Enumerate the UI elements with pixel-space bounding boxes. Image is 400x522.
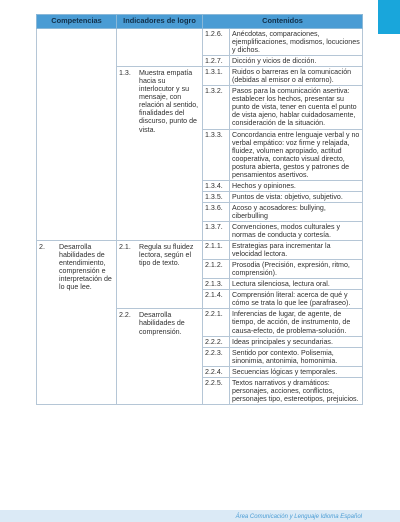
table-row xyxy=(37,29,363,56)
indicador-cell-empty xyxy=(117,29,203,67)
competencia-cell-empty xyxy=(37,29,117,241)
indicador-num: 1.3. xyxy=(119,69,131,78)
contenido-num: 2.1.4. xyxy=(203,290,230,309)
indicador-label: Muestra empatía hacia su interlocutor y su mensaje, con relación al sentido, finalidades del discurso, punto de vista. xyxy=(139,69,199,134)
competencia-cell xyxy=(37,241,117,405)
contenido-num: 1.3.3. xyxy=(203,129,230,180)
contenido-num: 1.3.2. xyxy=(203,86,230,129)
competencia-label: Desarrolla habilidades de entendimiento, comprensión e interpretación de lo que lee. xyxy=(59,243,112,292)
contenido-num: 1.3.7. xyxy=(203,221,230,240)
contenido-num: 2.2.2. xyxy=(203,336,230,347)
contenido-text: Lectura silenciosa, lectura oral. xyxy=(230,279,363,290)
contenido-num: 1.3.1. xyxy=(203,67,230,86)
contenido-num: 2.1.1. xyxy=(203,241,230,260)
indicador-label: Desarrolla habilidades de comprensión. xyxy=(139,311,185,336)
contenido-num: 1.3.6. xyxy=(203,202,230,221)
contenido-text: Anécdotas, comparaciones, ejemplificaciones, modismos, locuciones y dichos. xyxy=(230,29,363,56)
contenido-text: Concordancia entre lenguaje verbal y no verbal empático: voz firme y relajada, fluidez, volumen apropiado, actitud cooperativa, contacto visual directo, postura abierta, gestos y patrones de pensamientos asertivos. xyxy=(230,129,363,180)
page-tab-marker xyxy=(378,0,400,34)
contenido-num: 2.2.3. xyxy=(203,347,230,366)
contenido-num: 1.2.6. xyxy=(203,29,230,56)
contenido-num: 1.3.4. xyxy=(203,180,230,191)
indicador-cell xyxy=(117,309,203,404)
contenido-text: Comprensión literal: acerca de qué y cómo se trata lo que lee (parafraseo). xyxy=(230,290,363,309)
contenido-num: 1.3.5. xyxy=(203,191,230,202)
competencia-num: 2. xyxy=(39,243,45,252)
table-row xyxy=(37,241,363,260)
contenido-text: Hechos y opiniones. xyxy=(230,180,363,191)
indicador-cell xyxy=(117,241,203,309)
contenido-text: Convenciones, modos culturales y normas de conducta y cortesía. xyxy=(230,221,363,240)
contenido-num: 2.1.3. xyxy=(203,279,230,290)
indicador-num: 2.1. xyxy=(119,243,131,252)
contenido-num: 2.2.1. xyxy=(203,309,230,336)
contenido-text: Secuencias lógicas y temporales. xyxy=(230,366,363,377)
contenido-num: 2.2.5. xyxy=(203,377,230,404)
contenido-text: Puntos de vista: objetivo, subjetivo. xyxy=(230,191,363,202)
curriculum-table xyxy=(36,14,363,405)
indicador-label: Regula su fluidez lectora, según el tipo de texto. xyxy=(139,243,194,268)
contenido-num: 1.2.7. xyxy=(203,56,230,67)
contenido-text: Acoso y acosadores: bullying, ciberbulling xyxy=(230,202,363,221)
indicador-cell xyxy=(117,67,203,241)
contenido-text: Sentido por contexto. Polisemia, sinonimia, antonimia, homonimia. xyxy=(230,347,363,366)
contenido-text: Estrategias para incrementar la velocidad lectora. xyxy=(230,241,363,260)
contenido-text: Pasos para la comunicación asertiva: establecer los hechos, presentar su punto de vista, tener en cuenta el punto de vista ajeno, hablar cuidadosamente, consideración de la situación. xyxy=(230,86,363,129)
contenido-text: Dicción y vicios de dicción. xyxy=(230,56,363,67)
contenido-text: Prosodia (Precisión, expresión, ritmo, comprensión). xyxy=(230,260,363,279)
header-indicadores: Indicadores de logro xyxy=(117,15,203,29)
contenido-num: 2.2.4. xyxy=(203,366,230,377)
contenido-num: 2.1.2. xyxy=(203,260,230,279)
contenido-text: Ruidos o barreras en la comunicación (debidas al emisor o al entorno). xyxy=(230,67,363,86)
header-competencias: Competencias xyxy=(37,15,117,29)
contenido-text: Inferencias de lugar, de agente, de tiempo, de acción, de instrumento, de causa-efecto, de problema-solución. xyxy=(230,309,363,336)
contenido-text: Ideas principales y secundarias. xyxy=(230,336,363,347)
contenido-text: Textos narrativos y dramáticos: personajes, acciones, conflictos, personajes tipo, estereotipos, prejuicios. xyxy=(230,377,363,404)
header-contenidos: Contenidos xyxy=(203,15,363,29)
indicador-num: 2.2. xyxy=(119,311,131,320)
table-header-row xyxy=(37,15,363,29)
footer-text: Área Comunicación y Lenguaje Idioma Español xyxy=(235,514,362,520)
